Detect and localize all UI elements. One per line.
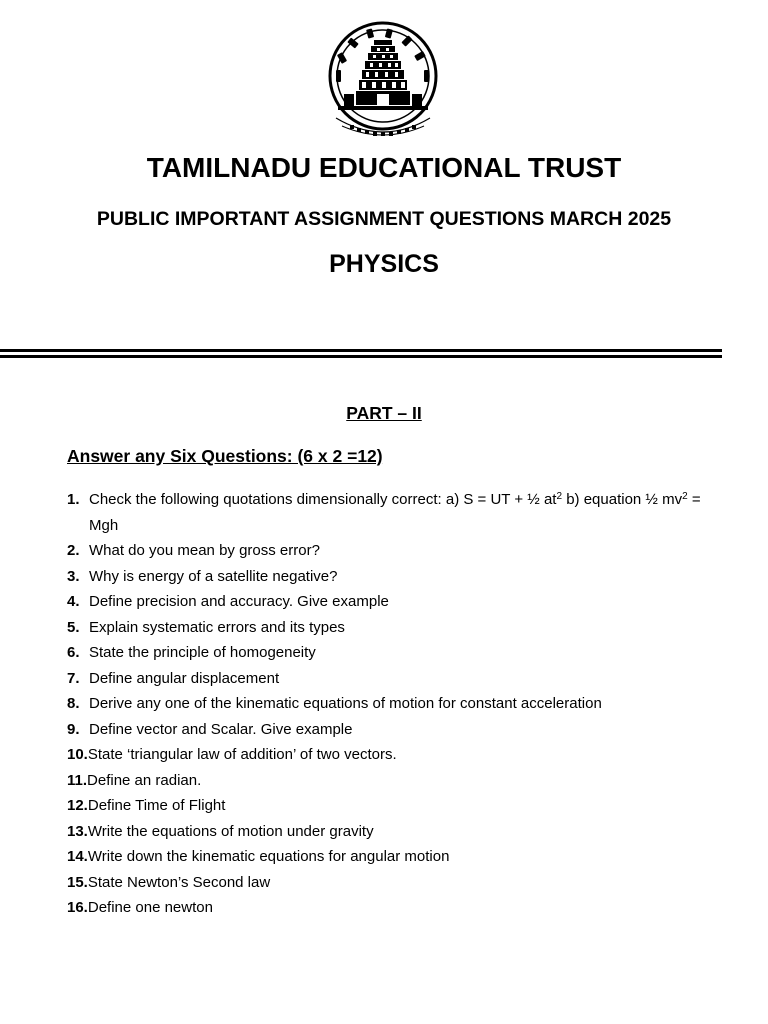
question-text: Derive any one of the kinematic equations of motion for constant acceleration <box>89 695 602 712</box>
list-item <box>67 819 717 845</box>
question-text: Define vector and Scalar. Give example <box>89 720 353 738</box>
list-item <box>67 691 717 717</box>
question-text: Define one newton <box>87 899 213 916</box>
question-text: State Newton’s Second law <box>87 873 271 891</box>
question-text: Write down the kinematic equations for angular motion <box>87 848 450 865</box>
question-text: Define angular displacement <box>89 669 280 687</box>
question-text: State ‘triangular law of addition’ of two vectors. <box>87 746 397 763</box>
list-item <box>67 793 717 819</box>
question-number: 9. <box>67 720 80 738</box>
question-text: Write the equations of motion under gravity <box>87 822 374 840</box>
question-list <box>67 487 717 921</box>
question-number: 1. <box>67 491 80 508</box>
question-number: 14. <box>67 848 88 865</box>
double-rule-top <box>0 349 722 352</box>
list-item <box>67 615 717 641</box>
question-number: 8. <box>67 695 80 712</box>
question-text: Why is energy of a satellite negative? <box>89 567 338 585</box>
question-text: Check the following quotations dimensionally correct: a) S = UT + ½ $at^2$ b) equation ½ $mv^2$ = Mgh <box>89 491 701 534</box>
question-number: 11. <box>67 771 88 789</box>
question-number: 13. <box>67 822 88 840</box>
list-item <box>67 487 717 538</box>
list-item <box>67 538 717 564</box>
question-number: 4. <box>67 593 80 610</box>
question-number: 7. <box>67 669 80 687</box>
question-text: Define Time of Flight <box>87 797 226 814</box>
question-number: 15. <box>67 873 88 891</box>
list-item <box>67 666 717 692</box>
list-item <box>67 717 717 743</box>
list-item <box>67 844 717 870</box>
section-instruction: Answer any Six Questions: (6 x 2 =12) <box>67 446 383 466</box>
exam-title: PUBLIC IMPORTANT ASSIGNMENT QUESTIONS MARCH 2025 <box>96 208 672 230</box>
question-text: State the principle of homogeneity <box>89 644 316 661</box>
list-item <box>67 870 717 896</box>
tamilnadu-emblem-icon <box>322 20 444 144</box>
section-heading: PART – II <box>346 403 422 423</box>
list-item <box>67 742 717 768</box>
list-item <box>67 895 717 921</box>
list-item <box>67 589 717 615</box>
question-number: 2. <box>67 542 80 559</box>
subject-title: PHYSICS <box>329 250 439 278</box>
list-item <box>67 640 717 666</box>
question-number: 12. <box>67 797 88 814</box>
org-title: TAMILNADU EDUCATIONAL TRUST <box>146 152 622 183</box>
list-item <box>67 564 717 590</box>
question-number: 16. <box>67 899 88 916</box>
question-number: 10. <box>67 746 88 763</box>
question-text: Define precision and accuracy. Give example <box>89 593 389 610</box>
question-number: 6. <box>67 644 80 661</box>
question-number: 5. <box>67 618 80 636</box>
question-number: 3. <box>67 567 80 585</box>
list-item <box>67 768 717 794</box>
question-text: What do you mean by gross error? <box>89 542 320 559</box>
question-text: Define an radian. <box>87 771 202 789</box>
question-text: Explain systematic errors and its types <box>89 618 345 636</box>
double-rule-bottom <box>0 355 722 358</box>
